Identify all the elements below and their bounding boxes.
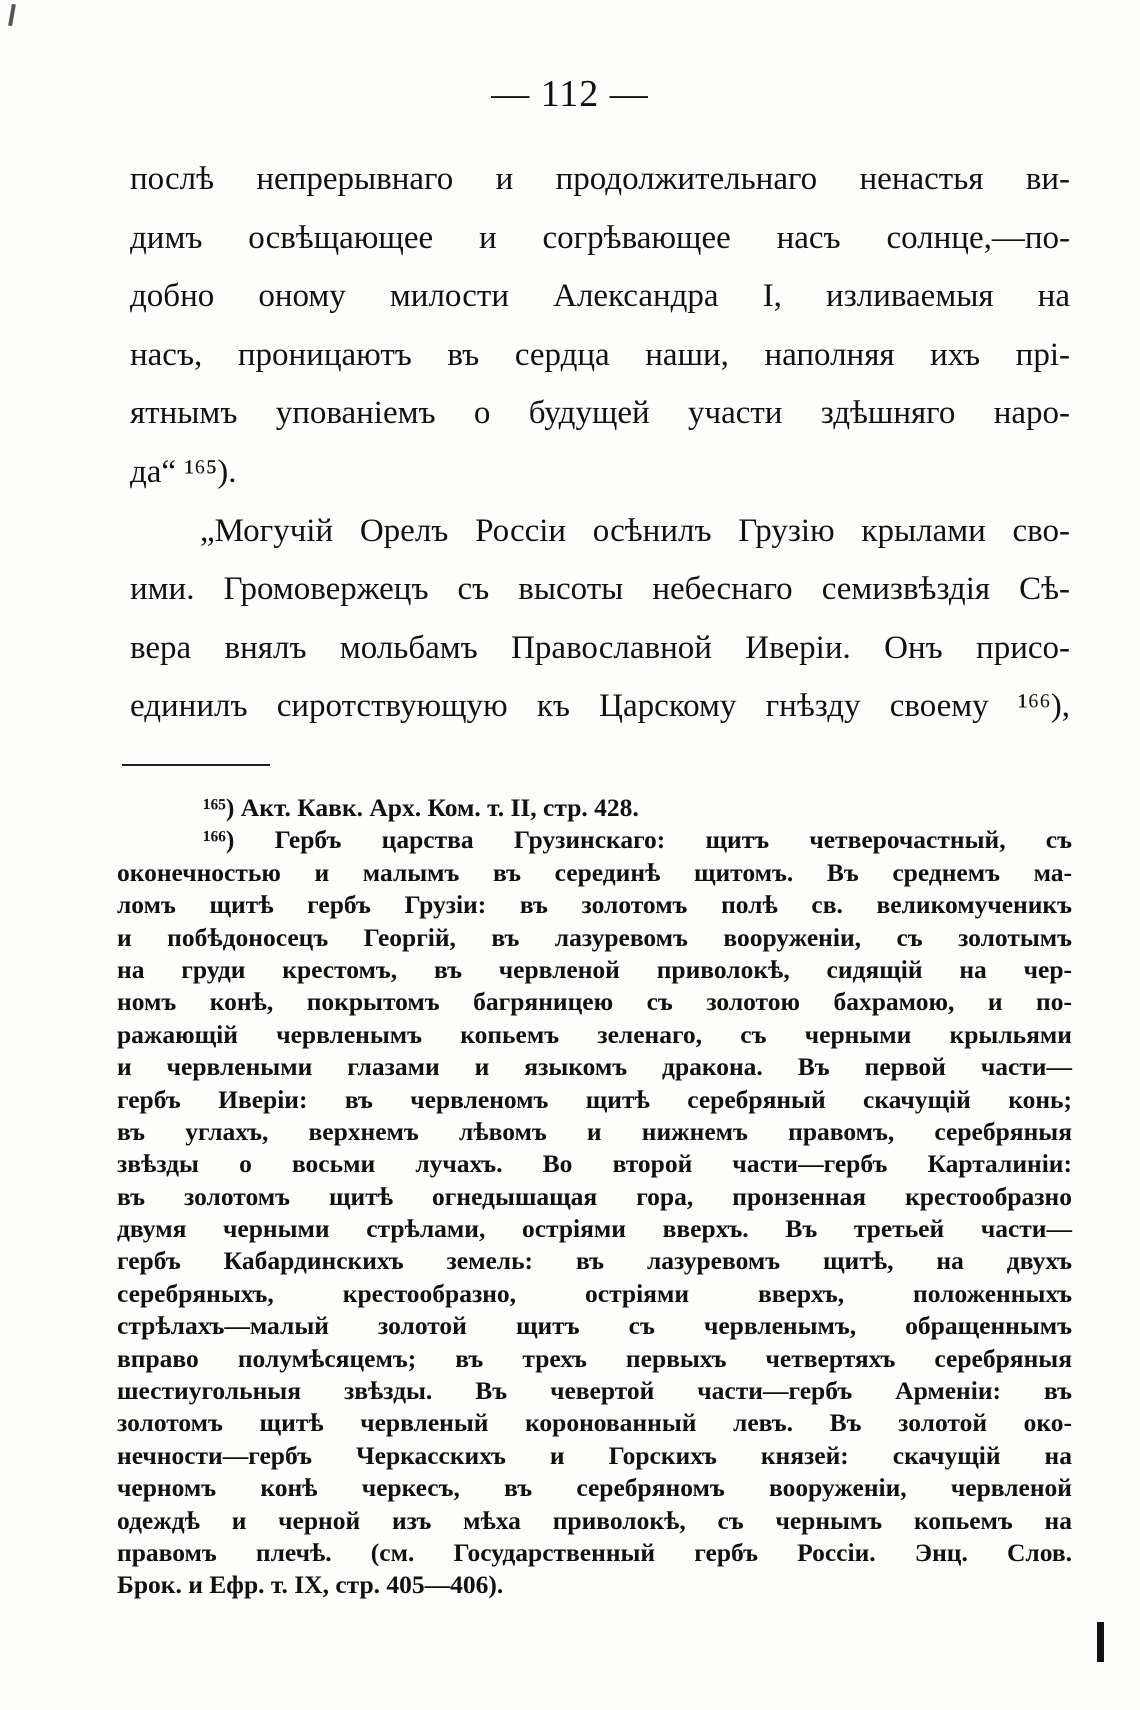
body-line: ятнымъ упованіемъ о будущей участи здѣшняго наро-: [130, 395, 1070, 432]
footnote-line: нечности—гербъ Черкасскихъ и Горскихъ князей: скачущій на: [117, 1440, 1072, 1470]
footnote-line: черномъ конѣ черкесъ, въ серебряномъ вооруженіи, червленой: [117, 1473, 1072, 1503]
body-line: ими. Громовержецъ съ высоты небеснаго семизвѣздія Сѣ-: [130, 571, 1070, 608]
footnote-line: серебряныхъ, крестообразно, остріями вверхъ, положенныхъ: [117, 1278, 1072, 1308]
footnote-line: золотомъ щитѣ червленый коронованный левъ. Въ золотой око-: [117, 1408, 1072, 1438]
footnote-line: на груди крестомъ, въ червленой приволокѣ, сидящій на чер-: [117, 954, 1072, 984]
body-line: вера внялъ мольбамъ Православной Иверіи. Онъ присо-: [130, 629, 1070, 666]
footnotes: [117, 792, 1072, 1602]
footnote-line: двумя черными стрѣлами, остріями вверхъ. Въ третьей части—: [117, 1214, 1072, 1244]
footnote-line: ¹⁶⁶) Гербъ царства Грузинскаго: щитъ четверочастный, съ: [203, 825, 1072, 855]
footnote-line: шестиугольныя звѣзды. Въ чевертой части—гербъ Арменіи: въ: [117, 1376, 1072, 1406]
body-line: добно оному милости Александра I, изливаемыя на: [130, 278, 1070, 315]
footnote-line: въ золотомъ щитѣ огнедышащая гора, пронзенная крестообразно: [117, 1181, 1072, 1211]
footnote-line: гербъ Кабардинскихъ земель: въ лазуревомъ щитѣ, на двухъ: [117, 1246, 1072, 1276]
footnote-line: въ углахъ, верхнемъ лѣвомъ и нижнемъ правомъ, серебряныя: [117, 1116, 1072, 1146]
footnote-line: оконечностью и малымъ въ серединѣ щитомъ. Въ среднемъ ма-: [117, 857, 1072, 887]
scan-edge-mark: [1097, 1622, 1104, 1662]
footnote-line: гербъ Иверіи: въ червленомъ щитѣ серебряный скачущій конь;: [117, 1084, 1072, 1114]
body-line: единилъ сиротствующую къ Царскому гнѣзду своему ¹⁶⁶),: [130, 688, 1070, 725]
footnote-line: и червлеными глазами и языкомъ дракона. Въ первой части—: [117, 1052, 1072, 1082]
main-text: [130, 150, 1070, 736]
footnote-line: вправо полумѣсяцемъ; въ трехъ первыхъ четвертяхъ серебряныя: [117, 1343, 1072, 1373]
page-number: — 112 —: [491, 73, 649, 115]
body-line: димъ освѣщающее и согрѣвающее насъ солнце,—по-: [130, 219, 1070, 256]
body-line: „Могучій Орелъ Россіи осѣнилъ Грузію крылами сво-: [200, 512, 1070, 549]
footnote-line: ражающій червленымъ копьемъ зеленаго, съ черными крыльями: [117, 1019, 1072, 1049]
footnote-line: Брок. и Ефр. т. IX, стр. 405—406).: [117, 1570, 504, 1600]
body-line: да“ ¹⁶⁵).: [130, 453, 237, 490]
footnote-line: ломъ щитѣ гербъ Грузіи: въ золотомъ полѣ св. великомученикъ: [117, 890, 1072, 920]
scan-corner-mark: [8, 4, 16, 26]
footnote-line: одеждѣ и черной изъ мѣха приволокѣ, съ чернымъ копьемъ на: [117, 1505, 1072, 1535]
footnote-line: ¹⁶⁵) Акт. Кавк. Арх. Ком. т. II, стр. 428.: [203, 793, 639, 822]
footnote-line: и побѣдоносецъ Георгій, въ лазуревомъ вооруженіи, съ золотымъ: [117, 922, 1072, 952]
footnote-line: стрѣлахъ—малый золотой щитъ съ червленымъ, обращеннымъ: [117, 1311, 1072, 1341]
footnote-line: номъ конѣ, покрытомъ багряницею съ золотою бахрамою, и по-: [117, 987, 1072, 1017]
footnote-line: звѣзды о восьми лучахъ. Во второй части—гербъ Карталиніи:: [117, 1149, 1072, 1179]
body-line: послѣ непрерывнаго и продолжительнаго ненастья ви-: [130, 161, 1070, 197]
footnote-line: правомъ плечѣ. (см. Государственный гербъ Россіи. Энц. Слов.: [117, 1537, 1072, 1567]
footnote-divider: [122, 764, 270, 766]
body-line: насъ, проницаютъ въ сердца наши, наполняя ихъ прі-: [130, 336, 1070, 373]
